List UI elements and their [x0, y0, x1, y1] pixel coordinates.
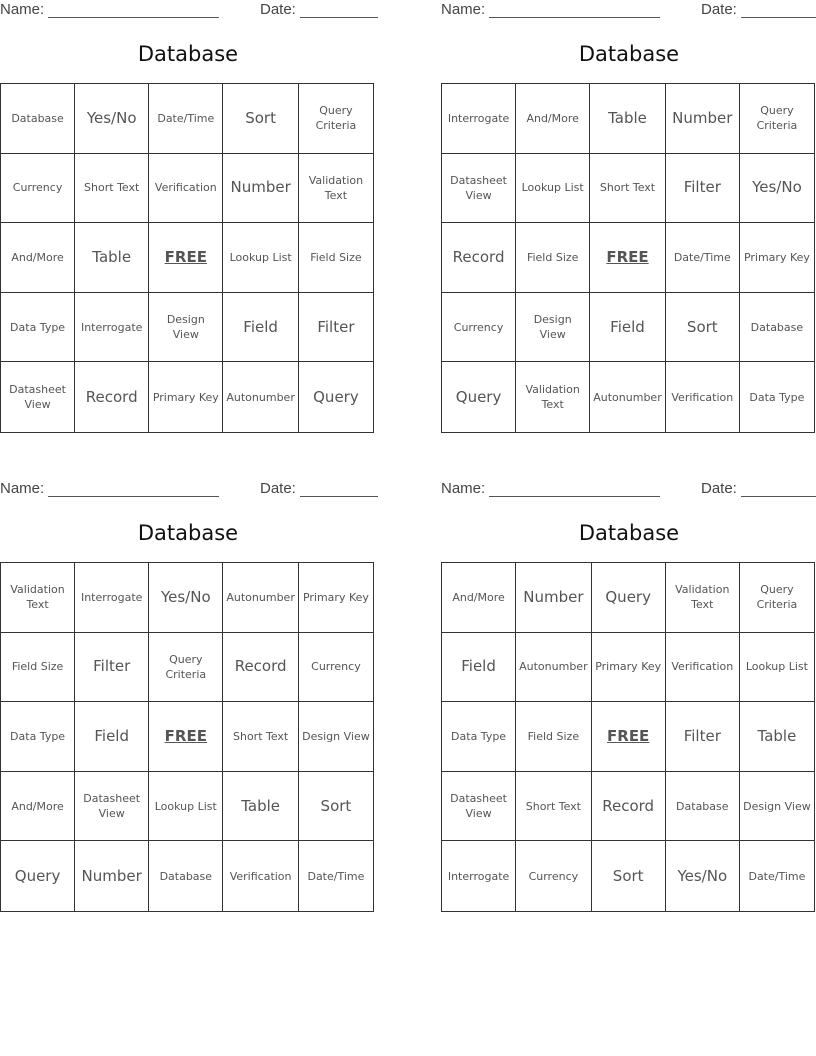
bingo-cell[interactable]: Datasheet View — [442, 154, 516, 224]
date-label: Date: — [260, 480, 296, 497]
bingo-cell[interactable]: Database — [740, 293, 814, 363]
bingo-cell[interactable]: Sort — [223, 84, 298, 154]
bingo-cell[interactable]: Record — [223, 633, 298, 703]
bingo-cell[interactable]: Field — [75, 702, 149, 772]
bingo-cell[interactable]: Currency — [299, 633, 373, 703]
bingo-cell[interactable]: Lookup List — [516, 154, 590, 224]
bingo-card — [441, 0, 816, 432]
bingo-cell[interactable]: Design View — [740, 772, 814, 842]
bingo-cell[interactable]: Date/Time — [666, 223, 740, 293]
bingo-cell[interactable]: Number — [666, 84, 740, 154]
bingo-cell[interactable]: Interrogate — [442, 84, 516, 154]
date-field[interactable] — [701, 1, 816, 18]
bingo-cell[interactable]: Record — [592, 772, 666, 842]
bingo-cell[interactable]: Datasheet View — [1, 362, 75, 432]
bingo-cell[interactable]: Query Criteria — [740, 84, 814, 154]
name-label: Name: — [0, 1, 45, 18]
bingo-card — [0, 0, 376, 432]
free-space-cell[interactable]: FREE — [592, 702, 666, 772]
bingo-cell[interactable]: Design View — [516, 293, 590, 363]
bingo-cell[interactable]: Database — [666, 772, 740, 842]
bingo-cell[interactable]: Number — [75, 841, 149, 911]
bingo-cell[interactable]: Short Text — [516, 772, 591, 842]
bingo-cell[interactable]: And/More — [442, 563, 516, 633]
bingo-cell[interactable]: Primary Key — [740, 223, 814, 293]
name-date-header — [441, 480, 816, 498]
bingo-cell[interactable]: Record — [442, 223, 516, 293]
bingo-cell[interactable]: Query — [313, 387, 359, 406]
bingo-cell[interactable]: Query Criteria — [740, 563, 814, 633]
bingo-cell[interactable]: Filter — [666, 702, 740, 772]
bingo-cell[interactable]: Interrogate — [442, 841, 516, 911]
bingo-cell[interactable]: Primary Key — [149, 362, 223, 432]
card-title: Database — [137, 521, 239, 545]
bingo-cell[interactable]: Field — [442, 633, 516, 703]
bingo-cell[interactable]: Field — [223, 293, 298, 363]
bingo-cell[interactable]: Table — [223, 772, 298, 842]
name-line[interactable] — [489, 4, 660, 18]
name-label: Name: — [441, 1, 486, 18]
bingo-cell[interactable]: Query — [442, 362, 516, 432]
bingo-cell[interactable]: Field Size — [516, 702, 591, 772]
bingo-cell[interactable]: Query — [592, 563, 666, 633]
bingo-cell[interactable]: Field Size — [1, 633, 75, 703]
bingo-card — [441, 479, 816, 911]
bingo-cell[interactable]: Interrogate — [75, 563, 149, 633]
name-date-header — [0, 1, 376, 19]
bingo-cell[interactable]: Database — [149, 841, 223, 911]
bingo-cell[interactable]: And/More — [1, 772, 75, 842]
bingo-cell[interactable]: Sort — [299, 772, 373, 842]
bingo-grid — [0, 562, 374, 912]
bingo-cell[interactable]: Design View — [149, 293, 223, 363]
bingo-cell[interactable]: Query Criteria — [149, 633, 223, 703]
bingo-cell[interactable]: Lookup List — [223, 223, 298, 293]
date-field[interactable] — [260, 480, 378, 497]
bingo-cell[interactable]: Short Text — [590, 154, 665, 224]
bingo-cell[interactable]: Currency — [516, 841, 591, 911]
date-field[interactable] — [260, 1, 378, 18]
bingo-cell[interactable]: Number — [223, 154, 298, 224]
bingo-cell[interactable]: Lookup List — [149, 772, 223, 842]
bingo-cell[interactable]: Autonumber — [516, 633, 591, 703]
name-field[interactable] — [0, 1, 219, 18]
bingo-cell[interactable]: Interrogate — [75, 293, 149, 363]
bingo-cell[interactable]: Short Text — [75, 154, 149, 224]
free-space-cell[interactable]: FREE — [149, 702, 223, 772]
bingo-cell[interactable]: Table — [590, 84, 665, 154]
date-line[interactable] — [741, 483, 816, 497]
bingo-cell[interactable]: Date/Time — [149, 84, 223, 154]
bingo-cell[interactable]: Data Type — [442, 702, 516, 772]
bingo-cell[interactable]: Field Size — [516, 223, 590, 293]
name-label: Name: — [0, 480, 45, 497]
bingo-cell[interactable]: Sort — [592, 841, 666, 911]
bingo-cell[interactable]: Yes/No — [75, 84, 149, 154]
date-line[interactable] — [741, 4, 816, 18]
bingo-cell[interactable]: Verification — [223, 841, 298, 911]
date-line[interactable] — [300, 4, 378, 18]
bingo-cell[interactable]: Data Type — [749, 390, 805, 404]
bingo-cell[interactable]: Sort — [666, 293, 740, 363]
bingo-cell[interactable]: Currency — [442, 293, 516, 363]
bingo-cell[interactable]: Design View — [299, 702, 373, 772]
date-line[interactable] — [300, 483, 378, 497]
name-date-header — [441, 1, 816, 19]
bingo-cell[interactable]: Validation Text — [1, 563, 75, 633]
name-date-header — [0, 480, 376, 498]
date-label: Date: — [701, 480, 737, 497]
bingo-cell[interactable]: Data Type — [1, 702, 75, 772]
name-field[interactable] — [0, 480, 219, 497]
bingo-cell[interactable]: And/More — [1, 223, 75, 293]
free-space-cell[interactable]: FREE — [590, 223, 665, 293]
bingo-cell[interactable]: Query — [1, 841, 75, 911]
name-line[interactable] — [48, 483, 219, 497]
date-label: Date: — [701, 1, 737, 18]
bingo-cell[interactable]: Data Type — [1, 293, 75, 363]
card-title: Database — [137, 42, 239, 66]
bingo-cell[interactable]: Field Size — [299, 223, 373, 293]
bingo-cell[interactable]: Filter — [666, 154, 740, 224]
bingo-cell[interactable]: Yes/No — [149, 563, 223, 633]
bingo-cell[interactable]: Number — [516, 563, 591, 633]
bingo-cell[interactable]: Validation Text — [516, 362, 590, 432]
bingo-cell[interactable]: Query Criteria — [299, 84, 373, 154]
bingo-cell[interactable]: Verification — [666, 633, 740, 703]
bingo-cell[interactable]: Filter — [75, 633, 149, 703]
bingo-cell[interactable]: Validation Text — [666, 563, 740, 633]
bingo-cell[interactable]: Verification — [149, 154, 223, 224]
bingo-cell[interactable]: Primary Key — [592, 633, 666, 703]
bingo-grid — [0, 83, 374, 433]
bingo-cell[interactable]: And/More — [516, 84, 590, 154]
name-field[interactable] — [441, 1, 660, 18]
bingo-cell[interactable]: Record — [75, 362, 149, 432]
name-label: Name: — [441, 480, 486, 497]
bingo-grid — [441, 83, 815, 433]
bingo-cell[interactable]: Table — [740, 702, 814, 772]
bingo-card — [0, 479, 376, 911]
bingo-cell[interactable]: Field — [590, 293, 665, 363]
bingo-cell[interactable]: Autonumber — [223, 563, 298, 633]
bingo-cell[interactable]: Autonumber — [590, 362, 665, 432]
bingo-cell[interactable]: Short Text — [223, 702, 298, 772]
name-line[interactable] — [48, 4, 219, 18]
bingo-cell[interactable]: Validation Text — [299, 154, 373, 224]
bingo-cell[interactable]: Lookup List — [740, 633, 814, 703]
bingo-cell[interactable]: Verification — [666, 362, 740, 432]
name-field[interactable] — [441, 480, 660, 497]
bingo-cell[interactable]: Datasheet View — [442, 772, 516, 842]
card-title: Database — [578, 521, 680, 545]
free-space-cell[interactable]: FREE — [149, 223, 223, 293]
bingo-cell[interactable]: Database — [1, 84, 75, 154]
card-title: Database — [578, 42, 680, 66]
bingo-cell[interactable]: Primary Key — [299, 563, 373, 633]
bingo-cell[interactable]: Date/Time — [307, 869, 365, 883]
date-label: Date: — [260, 1, 296, 18]
date-field[interactable] — [701, 480, 816, 497]
bingo-cell[interactable]: Autonumber — [223, 362, 298, 432]
bingo-cell[interactable]: Filter — [299, 293, 373, 363]
bingo-cell[interactable]: Currency — [1, 154, 75, 224]
bingo-cell[interactable]: Datasheet View — [75, 772, 149, 842]
name-line[interactable] — [489, 483, 660, 497]
bingo-cell[interactable]: Yes/No — [666, 841, 740, 911]
bingo-cell[interactable]: Yes/No — [740, 154, 814, 224]
bingo-cell[interactable]: Date/Time — [748, 869, 806, 883]
bingo-grid — [441, 562, 815, 912]
bingo-cell[interactable]: Table — [75, 223, 149, 293]
